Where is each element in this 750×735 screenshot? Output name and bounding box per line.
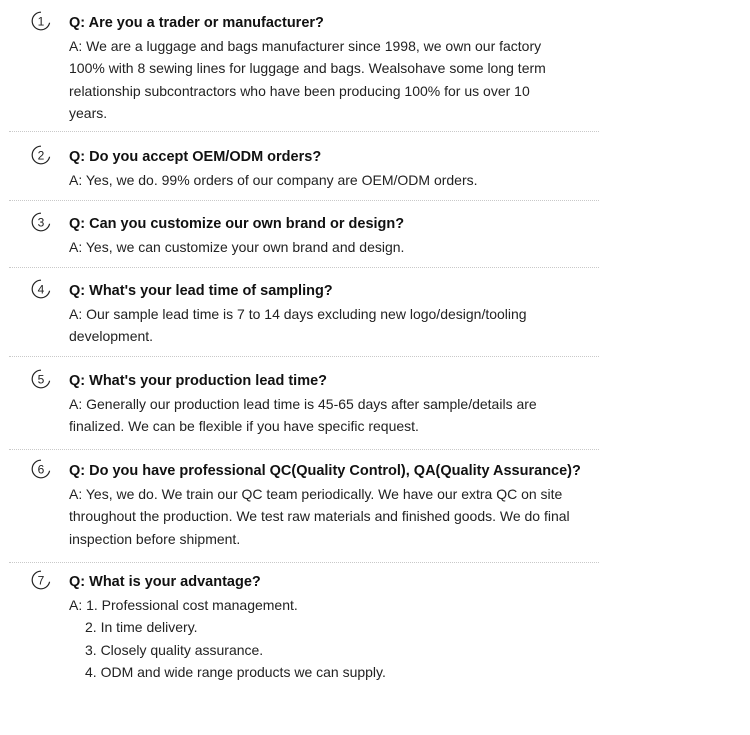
faq-answer [69,594,599,684]
faq-answer [69,303,599,348]
svg-text:1: 1 [37,14,45,29]
faq-question: Q: What is your advantage? [69,574,261,590]
circled-number-3-icon [30,211,52,233]
answer-line: years. [69,105,108,122]
divider [9,562,599,563]
answer-line: relationship subcontractors who have been producing 100% for us over 10 [69,82,530,99]
svg-text:7: 7 [37,573,45,588]
answer-line: A: Our sample lead time is 7 to 14 days excluding new logo/design/tooling [69,306,527,322]
divider [9,356,599,357]
answer-line: A: Generally our production lead time is 45-65 days after sample/details are [69,396,537,412]
circled-number-4-icon [30,278,52,300]
answer-line: 3. Closely quality assurance. [85,641,264,658]
answer-line: throughout the production. We test raw materials and finished goods. We do final [69,508,570,525]
faq-answer [69,35,599,125]
faq-question: Q: Are you a trader or manufacturer? [69,15,324,31]
faq-question: Q: Can you customize our own brand or design? [69,216,405,232]
circled-number-6-icon [30,458,52,480]
answer-line: inspection before shipment. [69,530,241,547]
faq-answer [69,169,599,191]
svg-text:3: 3 [37,215,45,230]
answer-line: finalized. We can be flexible if you have specific request. [69,418,419,435]
faq-answer [69,236,599,258]
answer-line: 100% with 8 sewing lines for luggage and bags. Wealsohave some long term [69,60,546,77]
svg-text:6: 6 [37,462,45,477]
faq-question: Q: Do you accept OEM/ODM orders? [69,149,322,165]
answer-line: development. [69,328,154,345]
answer-line: 2. In time delivery. [85,619,198,636]
faq-question: Q: Do you have professional QC(Quality Control), QA(Quality Assurance)? [69,463,581,479]
divider [9,449,599,450]
divider [9,200,599,201]
divider [9,131,599,132]
circled-number-5-icon [30,368,52,390]
answer-line: A: Yes, we can customize your own brand and design. [69,239,405,255]
svg-text:5: 5 [37,372,45,387]
circled-number-7-icon [30,569,52,591]
circled-number-2-icon [30,144,52,166]
divider [9,267,599,268]
answer-line: A: We are a luggage and bags manufacturer since 1998, we own our factory [69,38,542,54]
circled-number-1-icon [30,10,52,32]
faq-question: Q: What's your lead time of sampling? [69,283,333,299]
answer-line: 4. ODM and wide range products we can supply. [85,664,386,681]
answer-line: A: Yes, we do. 99% orders of our company are OEM/ODM orders. [69,172,478,188]
faq-answer [69,393,599,438]
svg-text:4: 4 [37,282,45,297]
faq-question: Q: What's your production lead time? [69,373,328,389]
faq-answer [69,483,599,550]
answer-line: A: Yes, we do. We train our QC team periodically. We have our extra QC on site [69,486,563,502]
answer-line: A: 1. Professional cost management. [69,597,298,613]
svg-text:2: 2 [37,148,45,163]
